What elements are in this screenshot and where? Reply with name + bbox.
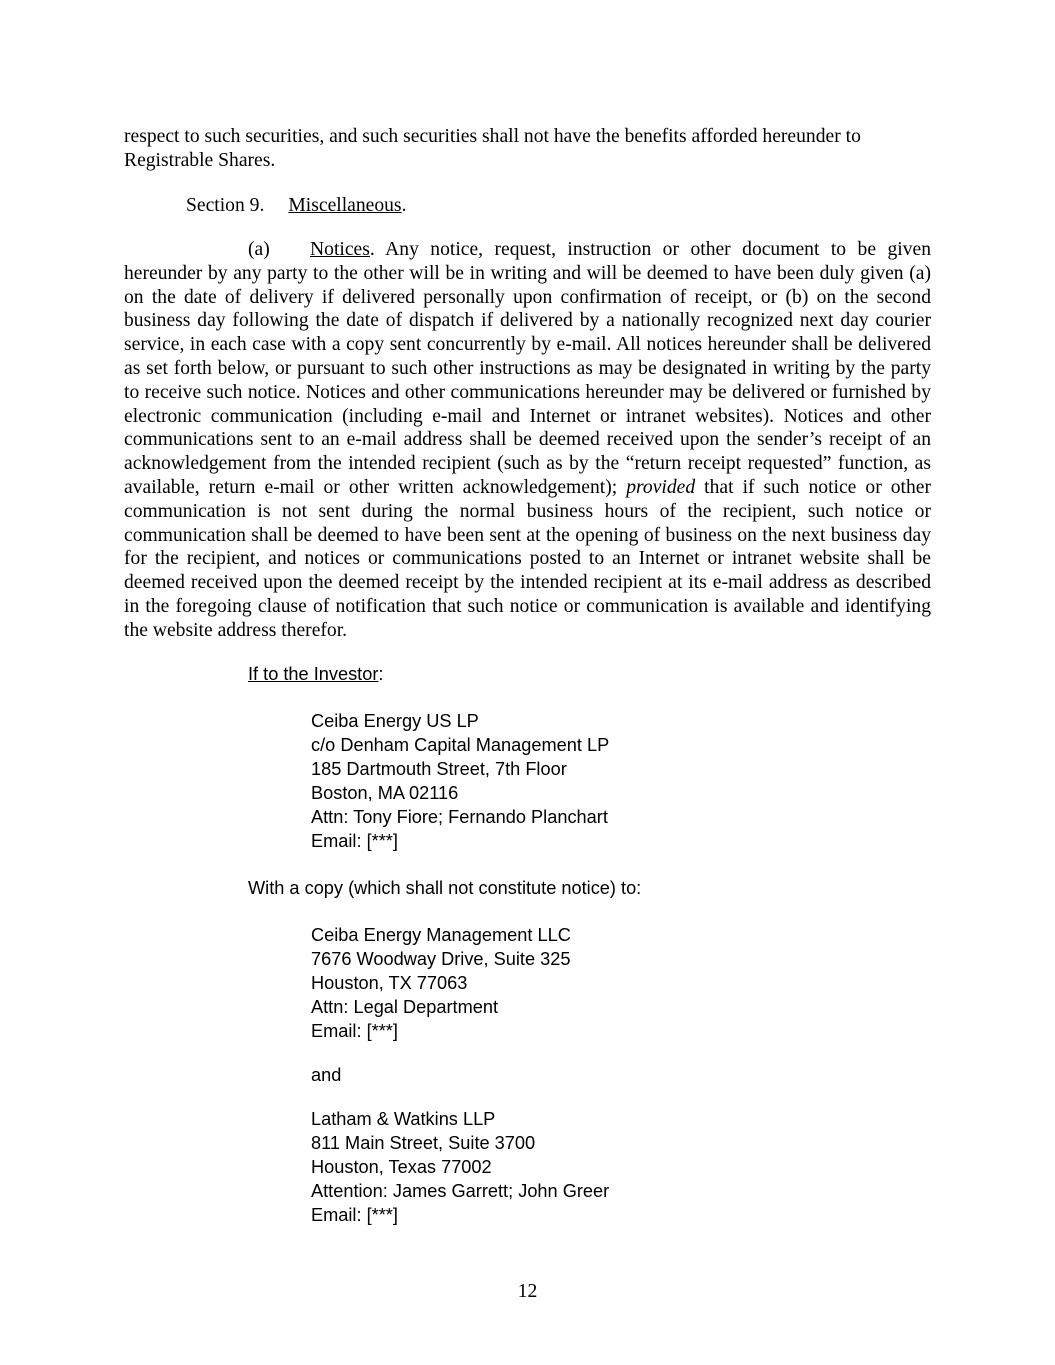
address-line: Email: [***]	[311, 830, 398, 851]
address-line: Attn: Legal Department	[311, 996, 499, 1017]
address-line: Attn: Tony Fiore; Fernando Planchart	[311, 806, 608, 827]
notices-provided: provided	[626, 476, 696, 498]
continuation-paragraph: respect to such securities, and such securities shall not have the benefits afforded hereunder to Registrable Shares.	[124, 126, 861, 171]
notices-label: (a)	[248, 239, 270, 260]
investor-address-block	[311, 710, 609, 853]
section-heading	[186, 194, 406, 218]
address-line: c/o Denham Capital Management LP	[311, 734, 610, 755]
page-number: 12	[517, 1281, 538, 1302]
and-connector: and	[311, 1065, 342, 1085]
notices-body-part-1: . Any notice, request, instruction or other document to be given hereunder by any party to the other will be in writing and will be deemed to have been duly given (a) on the date of delivery if delivered personally upon confirmation of receipt, or (b) on the second business day following the date of dispatch if delivered by a nationally recognized next day courier service, in each case with a copy sent concurrently by e-mail. All notices hereunder shall be delivered as set forth below, or pursuant to such other instructions as may be designated in writing by the party to receive such notice. Notices and other communications hereunder may be delivered or furnished by electronic communication (including e-mail and Internet or intranet websites). Notices and other communications sent to an e-mail address shall be deemed received upon the sender’s receipt of an acknowledgement from the intended recipient (such as by the “return receipt requested” function, as available, return e-mail or other written acknowledgement);	[124, 239, 931, 498]
investor-heading-text: If to the Investor	[248, 664, 379, 684]
address-line: Ceiba Energy Management LLC	[311, 925, 571, 945]
address-line: Houston, TX 77063	[311, 972, 468, 993]
notices-title: Notices	[310, 239, 370, 260]
address-line: 185 Dartmouth Street, 7th Floor	[311, 758, 567, 779]
section-title-suffix: .	[401, 195, 407, 216]
section-title: Miscellaneous	[288, 195, 402, 216]
copy-address-block-1	[311, 924, 571, 1044]
address-line: Email: [***]	[311, 1204, 398, 1225]
address-line: Email: [***]	[311, 1020, 398, 1041]
section-number: Section 9.	[186, 195, 265, 216]
notices-body-part-2: that if such notice or other communication is not sent during the normal business hours of the recipient, such notice or communication shall be deemed to have been sent at the opening of business on the next business day for the recipient, and notices or communications posted to an Internet or intranet website shall be deemed received upon the deemed receipt by the intended recipient at its e-mail address as described in the foregoing clause of notification that such notice or communication is available and identifying the website address therefor.	[124, 476, 931, 641]
address-line: 811 Main Street, Suite 3700	[311, 1132, 536, 1153]
address-line: Houston, Texas 77002	[311, 1156, 492, 1177]
address-line: Boston, MA 02116	[311, 782, 459, 803]
investor-heading-suffix: :	[378, 664, 384, 684]
copy-address-block-2	[311, 1108, 609, 1228]
copy-heading: With a copy (which shall not constitute notice) to:	[248, 878, 642, 898]
investor-heading	[248, 663, 383, 687]
address-line: Latham & Watkins LLP	[311, 1109, 496, 1129]
notices-paragraph	[124, 238, 931, 643]
address-line: Attention: James Garrett; John Greer	[311, 1180, 610, 1201]
address-line: Ceiba Energy US LP	[311, 711, 479, 731]
address-line: 7676 Woodway Drive, Suite 325	[311, 948, 571, 969]
